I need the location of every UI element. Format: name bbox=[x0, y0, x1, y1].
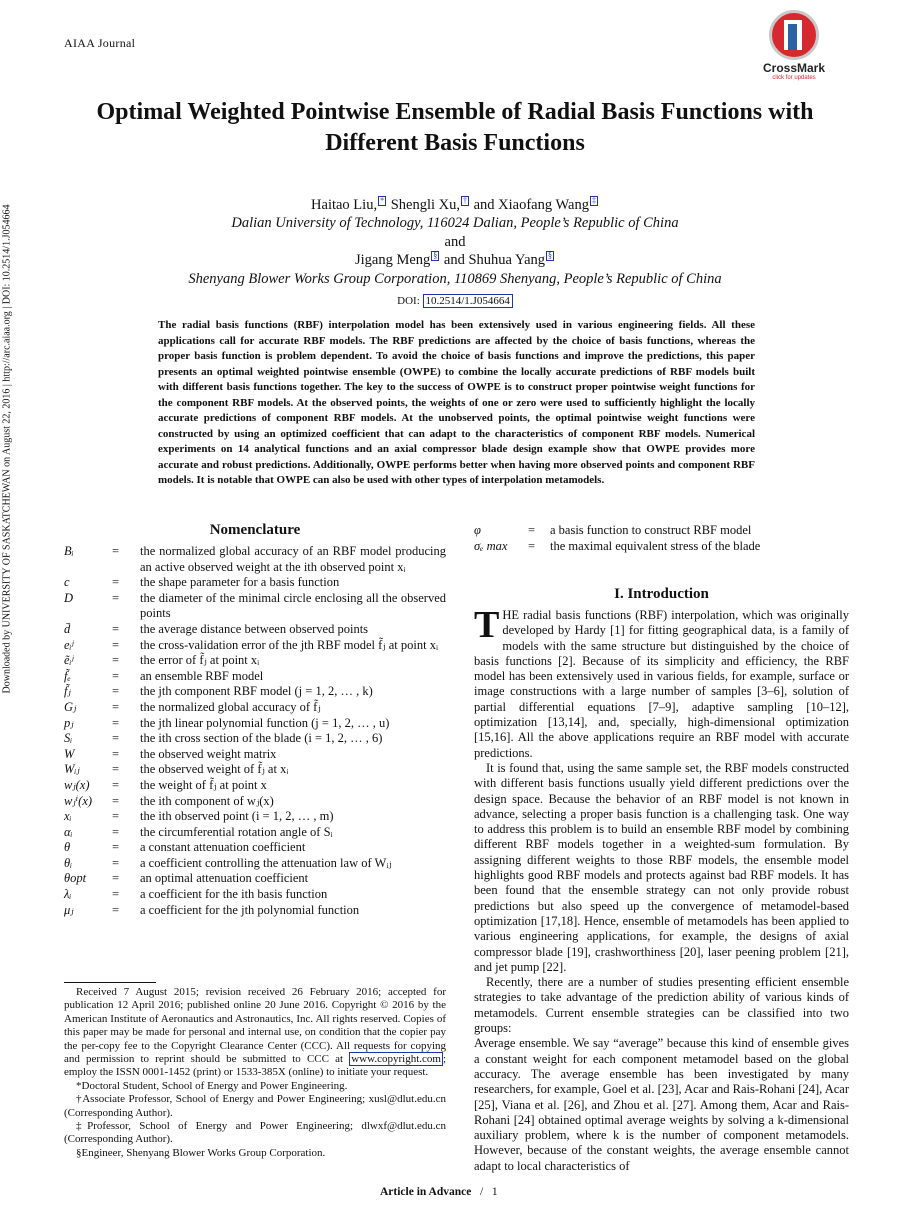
paper-title: Optimal Weighted Pointwise Ensemble of Radial Basis Functions with Different Basis Functions bbox=[96, 99, 814, 156]
author-mark[interactable]: § bbox=[433, 251, 438, 261]
author-name: Shengli Xu, bbox=[390, 197, 460, 213]
crossmark-label: CrossMark bbox=[763, 61, 826, 75]
nomenclature-list-continued bbox=[474, 523, 849, 554]
affiliation-1: Dalian University of Technology, 116024 Dalian, People’s Republic of China bbox=[231, 215, 679, 231]
nomenclature-symbol: c bbox=[64, 575, 70, 590]
nomenclature-item bbox=[64, 856, 446, 872]
nomenclature-equals: = bbox=[112, 668, 120, 683]
nomenclature-definition: the average distance between observed points bbox=[140, 621, 369, 636]
nomenclature-item bbox=[64, 747, 446, 763]
nomenclature-item bbox=[64, 840, 446, 856]
nomenclature-equals: = bbox=[528, 538, 536, 553]
intro-paragraph: Average ensemble. We say “average” because this kind of ensemble gives a constant weight for each component metamodel based on the global accuracy. The average ensemble has been investigated by many researchers, for example, Goel et al. [23], Acar and Rais-Rohani [24], Acar [25], Viana et al. [26], and Zhou et al. [27]. Among them, Acar and Rais-Rohani [24] obtained optimal average weights by solving a k-dimensional auxiliary problem, where k is the number of component metamodels. However, because of the constant weights, the average ensemble cannot adapt to local characteristics of bbox=[474, 1036, 849, 1173]
crossmark-sub: click for updates bbox=[772, 75, 816, 81]
nomenclature-equals: = bbox=[112, 590, 120, 605]
nomenclature-symbol: θ bbox=[64, 840, 71, 855]
author-mark[interactable]: * bbox=[380, 196, 385, 206]
nomenclature-item bbox=[64, 700, 446, 716]
doi-label: DOI: bbox=[397, 295, 420, 307]
nomenclature-definition: the diameter of the minimal circle enclosing all the observed points bbox=[140, 590, 446, 621]
nomenclature-symbol: Sᵢ bbox=[64, 731, 73, 746]
nomenclature-definition: an optimal attenuation coefficient bbox=[140, 871, 309, 886]
nomenclature-symbol: wⱼⁱ(x) bbox=[64, 793, 93, 808]
nomenclature-symbol: μⱼ bbox=[64, 902, 74, 917]
nomenclature-item bbox=[474, 539, 849, 555]
affiliation-2: Shenyang Blower Works Group Corporation, 110869 Shenyang, People’s Republic of China bbox=[188, 271, 722, 287]
nomenclature-equals: = bbox=[112, 544, 120, 558]
nomenclature-equals: = bbox=[112, 653, 120, 668]
nomenclature-item bbox=[64, 903, 446, 919]
footnote: ‡Professor, School of Energy and Power Engineering; dlwxf@dlut.edu.cn (Corresponding Author). bbox=[64, 1120, 446, 1146]
crossmark-badge[interactable] bbox=[763, 10, 825, 84]
nomenclature-definition: the weight of f̃ⱼ at point x bbox=[140, 777, 267, 792]
footer-separator: / bbox=[479, 1186, 484, 1198]
author-line-2 bbox=[60, 251, 850, 269]
nomenclature-equals: = bbox=[112, 855, 120, 870]
nomenclature-equals: = bbox=[112, 762, 120, 777]
nomenclature-item bbox=[64, 653, 446, 669]
intro-paragraph: Recently, there are a number of studies presenting efficient ensemble strategies to take advantage of the prediction ability of various kinds of metamodels. Current ensemble strategies can be classified into two groups: bbox=[474, 975, 849, 1036]
nomenclature-definition: the observed weight matrix bbox=[140, 746, 277, 761]
nomenclature-equals: = bbox=[112, 746, 120, 761]
nomenclature-item bbox=[64, 638, 446, 654]
nomenclature-equals: = bbox=[112, 887, 120, 902]
nomenclature-item bbox=[64, 575, 446, 591]
section-heading-introduction: I. Introduction bbox=[614, 586, 709, 602]
nomenclature-list bbox=[64, 544, 446, 918]
nomenclature-symbol: λᵢ bbox=[64, 887, 72, 902]
nomenclature-symbol: φ bbox=[474, 523, 481, 537]
and-text: and bbox=[444, 234, 466, 250]
author-mark[interactable]: § bbox=[548, 251, 553, 261]
nomenclature-definition: the ith component of wⱼ(x) bbox=[140, 793, 274, 808]
nomenclature-equals: = bbox=[112, 777, 120, 792]
author-name: Jigang Meng bbox=[354, 252, 431, 268]
nomenclature-item bbox=[64, 809, 446, 825]
nomenclature-item bbox=[474, 523, 849, 539]
nomenclature-symbol: d̄ bbox=[64, 621, 71, 636]
doi-link[interactable]: 10.2514/1.J054664 bbox=[423, 294, 513, 308]
nomenclature-symbol: D bbox=[64, 590, 74, 605]
nomenclature-heading: Nomenclature bbox=[209, 522, 301, 538]
nomenclature-equals: = bbox=[112, 715, 120, 730]
intro-paragraph: THE radial basis functions (RBF) interpolation, which was originally developed by Hardy [1] for fitting geographical data, is a family of models with the same structure but distinguished by the choice of basis functions [2]. Because of its simplicity and efficiency, the RBF model has been extensively used in various fields, for example, surface or image constructions with a large number of samples [3–6], solution of partial differential equations [7–9], adaptive sampling [10–12], optimization [13,14], and, specially, high-dimensional optimization [15,16]. All the above applications require an RBF model with accurate predictions. bbox=[474, 604, 849, 760]
nomenclature-definition: the cross-validation error of the jth RBF model f̃ⱼ at point xᵢ bbox=[140, 637, 438, 652]
nomenclature-definition: a coefficient for the ith basis function bbox=[140, 887, 328, 902]
nomenclature-symbol: Wᵢⱼ bbox=[64, 762, 80, 777]
nomenclature-equals: = bbox=[112, 731, 120, 746]
nomenclature-equals: = bbox=[112, 699, 120, 714]
nomenclature-symbol: eᵢʲ bbox=[64, 637, 74, 652]
nomenclature-equals: = bbox=[112, 809, 120, 824]
footnote: §Engineer, Shenyang Blower Works Group Corporation. bbox=[76, 1146, 326, 1159]
nomenclature-definition: the ith cross section of the blade (i = 1, 2, … , 6) bbox=[140, 731, 383, 746]
nomenclature-symbol: θopt bbox=[64, 871, 87, 886]
nomenclature-item bbox=[64, 887, 446, 903]
nomenclature-item bbox=[64, 591, 446, 622]
nomenclature-equals: = bbox=[112, 684, 120, 699]
dropcap: T bbox=[474, 604, 500, 646]
nomenclature-equals: = bbox=[112, 840, 120, 855]
copyright-link[interactable]: www.copyright.com bbox=[351, 1053, 441, 1066]
nomenclature-symbol: pⱼ bbox=[64, 715, 74, 730]
nomenclature-equals: = bbox=[112, 621, 120, 636]
nomenclature-symbol: wⱼ(x) bbox=[64, 777, 90, 792]
nomenclature-definition: the shape parameter for a basis function bbox=[140, 575, 340, 590]
author-mark[interactable]: † bbox=[462, 196, 467, 206]
received-note: Received 7 August 2015; revision received 26 February 2016; accepted for publication 12 April 2016; published online 20 June 2016. Copyright © 2016 by the American Institute of Aeronautics and Astronautics, Inc. All rights reserved. Copies of this paper may be made for personal and internal use, on condition that the copier pay the per-copy fee to the Copyright Clearance Center (CCC). All requests for copying and permission to reprint should be submitted to CCC at www.copyright.com ; employ the ISSN 0001-1452 (print) or 1533-385X (online) to initiate your request. bbox=[64, 986, 446, 1079]
author-name: and Shuhua Yang bbox=[443, 252, 546, 268]
nomenclature-equals: = bbox=[112, 793, 120, 808]
nomenclature-definition: the jth component RBF model (j = 1, 2, … , k) bbox=[140, 684, 373, 699]
nomenclature-item bbox=[64, 684, 446, 700]
nomenclature-item bbox=[64, 871, 446, 887]
nomenclature-item bbox=[64, 794, 446, 810]
page-footer bbox=[380, 1186, 498, 1198]
nomenclature-symbol: f̃ⱼ bbox=[64, 684, 71, 699]
nomenclature-item bbox=[64, 825, 446, 841]
crossmark-icon bbox=[769, 10, 819, 60]
footer-label: Article in Advance bbox=[380, 1186, 472, 1198]
nomenclature-definition: the normalized global accuracy of f̃ⱼ bbox=[140, 699, 321, 714]
nomenclature-item bbox=[64, 544, 446, 575]
nomenclature-symbol: Bᵢ bbox=[64, 544, 74, 558]
doi-line bbox=[60, 295, 850, 307]
footnote: *Doctoral Student, School of Energy and Power Engineering. bbox=[76, 1079, 348, 1092]
nomenclature-symbol: f̃ₑ bbox=[64, 668, 71, 683]
nomenclature-definition: a basis function to construct RBF model bbox=[550, 523, 752, 537]
journal-name: AIAA Journal bbox=[64, 36, 136, 50]
nomenclature-definition: a coefficient for the jth polynomial function bbox=[140, 902, 360, 917]
nomenclature-item bbox=[64, 669, 446, 685]
nomenclature-item bbox=[64, 778, 446, 794]
nomenclature-definition: the jth linear polynomial function (j = 1, 2, … , u) bbox=[140, 715, 390, 730]
nomenclature-equals: = bbox=[112, 824, 120, 839]
author-line-1 bbox=[60, 196, 850, 214]
download-sidebar: Downloaded by UNIVERSITY OF SASKATCHEWAN on August 22, 2016 | http://arc.aiaa.org | DOI: 10.2514/1.J054664 bbox=[1, 204, 13, 694]
nomenclature-symbol: Gⱼ bbox=[64, 699, 77, 714]
nomenclature-equals: = bbox=[112, 575, 120, 590]
nomenclature-equals: = bbox=[528, 523, 536, 537]
nomenclature-definition: the normalized global accuracy of an RBF model producing an active observed weight at the ith observed point xᵢ bbox=[140, 544, 446, 574]
nomenclature-item bbox=[64, 762, 446, 778]
nomenclature-item bbox=[64, 622, 446, 638]
footnotes bbox=[64, 986, 446, 1160]
nomenclature-definition: the maximal equivalent stress of the blade bbox=[550, 538, 761, 553]
nomenclature-definition: the circumferential rotation angle of Sᵢ bbox=[140, 824, 333, 839]
author-name: Haitao Liu, bbox=[311, 197, 378, 213]
nomenclature-definition: the error of f̃ⱼ at point xᵢ bbox=[140, 653, 260, 668]
nomenclature-definition: the ith observed point (i = 1, 2, … , m) bbox=[140, 809, 334, 824]
author-mark[interactable]: ‡ bbox=[591, 196, 596, 206]
author-name: and Xiaofang Wang bbox=[473, 197, 589, 213]
nomenclature-symbol: αᵢ bbox=[64, 824, 73, 839]
footnote-rule bbox=[64, 982, 156, 983]
introduction-body bbox=[474, 604, 849, 1174]
footnote: †Associate Professor, School of Energy and Power Engineering; xusl@dlut.edu.cn (Corresponding Author). bbox=[64, 1093, 446, 1119]
nomenclature-symbol: xᵢ bbox=[64, 809, 72, 824]
nomenclature-equals: = bbox=[112, 871, 120, 886]
intro-paragraph: It is found that, using the same sample set, the RBF models constructed with different basis functions usually yield different predictions over the design space. Because the behavior of an RBF model is not known in advance, selecting a proper basis function is a challenging task. One way to address this problem is to build an ensemble RBF model by combining different RBF models together in a weighted-sum formulation. By assigning different weights to those RBF models, the ensemble model highlights good RBF models and protects against bad RBF models. It has been found that the ensemble strategy can not only provide robust predictions but also speed up the convergence of metamodel-based optimization [17,18]. Hence, ensemble of metamodels has been applied to various engineering applications, for example, the designs of axial compressor blade [19], crashworthiness [20], laser peening problem [21], and jet pump [22]. bbox=[474, 760, 849, 974]
abstract: The radial basis functions (RBF) interpolation model has been extensively used in various engineering fields. All these applications call for accurate RBF models. The RBF predictions are affected by the choice of basis functions, whereas the proper basis function is problem dependent. To avoid the choice of basis functions and improve the predictions, this paper presents an optimal weighted pointwise ensemble (OWPE) to combine the locally accurate predictions of RBF models built with different basis functions together. The key to the success of OWPE is to construct proper pointwise weight functions for the component RBF models. At the observed points, the weights of one or zero were used to sufficiently highlight the locally accurate predictions of component RBF models. At the unobserved points, the optimal pointwise weight functions were constructed by using an optimized coefficient that can adapt to the characteristics of component RBF models. Numerical experiments on 14 analytical functions and an axial compressor blade design example show that OWPE provides more accurate and robust predictions. Additionally, OWPE performs better when having more observed points and component RBF models. It is notable that OWPE can also be used with other types of interpolation metamodels. bbox=[158, 319, 755, 486]
nomenclature-symbol: W bbox=[64, 746, 75, 761]
page-number: 1 bbox=[491, 1186, 498, 1198]
nomenclature-item bbox=[64, 716, 446, 732]
nomenclature-symbol: θᵢ bbox=[64, 855, 73, 870]
nomenclature-definition: an ensemble RBF model bbox=[140, 668, 264, 683]
nomenclature-definition: the observed weight of f̃ⱼ at xᵢ bbox=[140, 762, 289, 777]
nomenclature-equals: = bbox=[112, 637, 120, 652]
nomenclature-definition: a coefficient controlling the attenuation law of Wᵢⱼ bbox=[140, 855, 392, 870]
nomenclature-equals: = bbox=[112, 902, 120, 917]
nomenclature-symbol: σₑ max bbox=[474, 538, 508, 553]
nomenclature-definition: a constant attenuation coefficient bbox=[140, 840, 306, 855]
nomenclature-item bbox=[64, 731, 446, 747]
nomenclature-symbol: ẽᵢʲ bbox=[64, 653, 74, 668]
